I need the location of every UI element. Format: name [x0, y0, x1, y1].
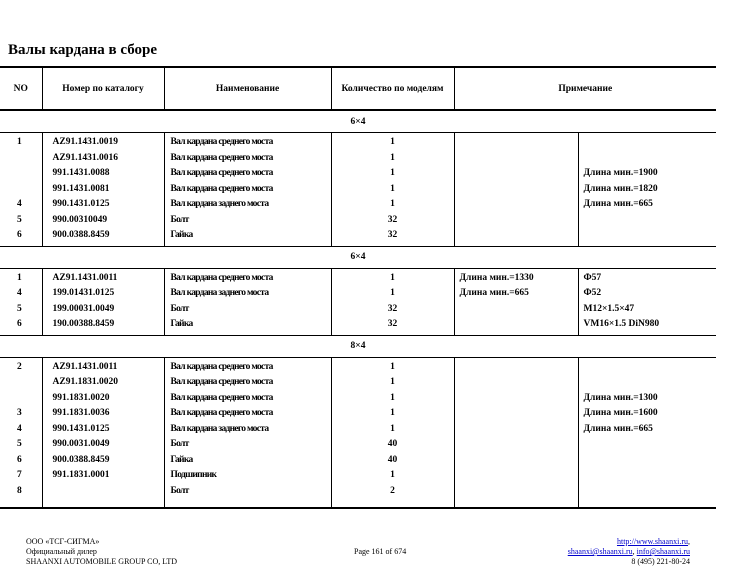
part-number-index-cell — [0, 133, 42, 247]
part-name: Вал кардана среднего моста — [170, 377, 273, 387]
quantity-cell — [331, 357, 454, 508]
section-label: 6×4 — [0, 110, 716, 133]
quantity: 32 — [387, 230, 398, 240]
catalog-number: 991.1831.0001 — [52, 470, 110, 480]
catalog-number-cell — [42, 268, 164, 335]
quantity: 1 — [390, 470, 395, 480]
note-spec — [579, 135, 717, 151]
quantity: 1 — [390, 272, 395, 283]
note-spec-cell — [578, 268, 716, 335]
part-name: Подшипник — [170, 470, 217, 480]
part-name: Вал кардана среднего моста — [170, 392, 273, 403]
note-spec — [579, 468, 717, 484]
catalog-number: 990.1431.0125 — [52, 423, 110, 434]
part-number-index: 4 — [17, 288, 22, 298]
note-length-cell — [454, 268, 578, 335]
section-header-row — [0, 110, 716, 133]
quantity: 40 — [387, 439, 398, 449]
note-spec — [579, 484, 717, 500]
page-title: Валы кардана в сборе — [8, 42, 158, 58]
header-qty: Количество по моделям — [331, 68, 454, 110]
section-header-row — [0, 246, 716, 268]
footer-contacts — [568, 537, 690, 567]
note-length — [455, 484, 578, 500]
quantity: 1 — [390, 361, 395, 372]
note-spec — [579, 453, 717, 469]
part-name: Болт — [170, 485, 189, 496]
part-name: Вал кардана среднего моста — [170, 152, 273, 163]
part-name: Вал кардана среднего моста — [170, 361, 273, 372]
footer-group: SHAANXI AUTOMOBILE GROUP CO, LTD — [26, 557, 178, 566]
note-spec: Длина мин.=1300 — [583, 392, 658, 403]
part-name-cell — [164, 268, 331, 335]
website-link[interactable]: http://www.shaanxi.ru — [616, 537, 688, 546]
catalog-number: 900.0388.8459 — [52, 454, 110, 465]
part-name: Вал кардана среднего моста — [170, 183, 273, 194]
quantity: 1 — [390, 377, 395, 387]
note-spec: Ф57 — [583, 272, 602, 283]
quantity: 1 — [390, 199, 395, 209]
table-row — [0, 133, 716, 247]
part-number-index-cell — [0, 268, 42, 335]
catalog-number-cell — [42, 133, 164, 247]
part-name: Болт — [170, 439, 189, 449]
catalog-number: 990.00310049 — [52, 214, 108, 225]
part-number-index: 4 — [17, 199, 22, 209]
note-length — [455, 453, 578, 469]
note-spec — [579, 437, 717, 453]
part-name: Вал кардана заднего моста — [170, 423, 269, 434]
part-number-index: 4 — [17, 423, 22, 434]
table-row — [0, 268, 716, 335]
footer-phone: 8 (495) 221-80-24 — [631, 557, 690, 566]
email-link-info[interactable]: info@shaanxi.ru — [636, 547, 690, 556]
quantity: 40 — [387, 454, 398, 465]
part-number-index: 2 — [17, 361, 22, 372]
catalog-number: 991.1431.0081 — [52, 183, 110, 194]
part-name: Вал кардана заднего моста — [170, 199, 269, 209]
note-length-cell — [454, 357, 578, 508]
header-no: NO — [0, 68, 42, 110]
catalog-number: 990.1431.0125 — [52, 199, 110, 209]
part-number-index: 3 — [17, 408, 22, 418]
part-name-cell — [164, 133, 331, 247]
note-length — [455, 213, 578, 229]
part-number-index — [0, 391, 42, 407]
note-spec — [579, 151, 717, 167]
note-length — [455, 406, 578, 422]
note-length — [455, 317, 578, 333]
part-number-index — [0, 182, 42, 198]
note-length — [455, 375, 578, 391]
note-spec-cell — [578, 357, 716, 508]
part-name-cell — [164, 357, 331, 508]
note-length — [455, 135, 578, 151]
catalog-number: 991.1831.0020 — [52, 392, 110, 403]
footer-dealer: Официальный дилер — [26, 547, 97, 556]
catalog-number: AZ91.1431.0011 — [52, 361, 118, 372]
note-spec: M12×1.5×47 — [583, 303, 635, 314]
note-spec: Длина мин.=1900 — [583, 168, 658, 178]
note-spec — [579, 213, 717, 229]
catalog-number: 991.1431.0088 — [52, 168, 110, 178]
part-number-index: 1 — [17, 272, 22, 283]
part-name: Болт — [170, 303, 189, 314]
catalog-number: 199.00031.0049 — [52, 303, 115, 314]
quantity: 2 — [390, 485, 395, 496]
note-length — [455, 437, 578, 453]
part-number-index — [0, 375, 42, 391]
part-name: Вал кардана среднего моста — [170, 168, 273, 178]
part-number-index: 1 — [17, 137, 22, 147]
quantity: 32 — [387, 319, 398, 329]
catalog-number: 199.01431.0125 — [52, 288, 115, 298]
note-spec: Длина мин.=1600 — [583, 408, 658, 418]
part-name: Болт — [170, 214, 189, 225]
note-length — [455, 166, 578, 182]
note-spec: Длина мин.=1820 — [583, 183, 658, 194]
note-length — [455, 391, 578, 407]
part-number-index-cell — [0, 357, 42, 508]
catalog-number — [43, 484, 164, 500]
part-number-index: 8 — [17, 485, 22, 496]
note-length: Длина мин.=1330 — [459, 272, 534, 283]
page-number: Page 161 of 674 — [354, 547, 407, 556]
part-number-index: 7 — [17, 470, 22, 480]
note-length — [455, 360, 578, 376]
part-name: Гайка — [170, 319, 193, 329]
catalog-number: AZ91.1431.0019 — [52, 137, 118, 147]
header-name: Наименование — [164, 68, 331, 110]
quantity: 32 — [387, 303, 398, 314]
catalog-number: 900.0388.8459 — [52, 230, 110, 240]
parts-table — [0, 68, 716, 509]
part-number-index: 5 — [17, 303, 22, 314]
note-length — [455, 197, 578, 213]
email-separator: , — [632, 547, 637, 556]
catalog-number: 990.0031.0049 — [52, 439, 110, 449]
catalog-number-cell — [42, 357, 164, 508]
part-number-index: 5 — [17, 439, 22, 449]
catalog-number: AZ91.1831.0020 — [52, 377, 118, 387]
catalog-number: 991.1831.0036 — [52, 408, 110, 418]
part-number-index: 6 — [17, 230, 22, 240]
note-length — [455, 151, 578, 167]
part-number-index — [0, 166, 42, 182]
quantity: 32 — [387, 214, 398, 225]
note-length — [455, 302, 578, 318]
quantity: 1 — [390, 408, 395, 418]
note-spec — [579, 360, 717, 376]
part-name: Вал кардана среднего моста — [170, 137, 273, 147]
note-spec: Длина мин.=665 — [583, 199, 653, 209]
quantity: 1 — [390, 137, 395, 147]
part-name: Вал кардана среднего моста — [170, 408, 273, 418]
quantity: 1 — [390, 183, 395, 194]
quantity-cell — [331, 133, 454, 247]
footer-company — [26, 537, 177, 567]
catalog-number: AZ91.1431.0011 — [52, 272, 118, 283]
note-length — [455, 422, 578, 438]
catalog-number: 190.00388.8459 — [52, 319, 115, 329]
header-note: Примечание — [454, 68, 716, 110]
table-header-row — [0, 68, 716, 110]
quantity: 1 — [390, 288, 395, 298]
section-label: 6×4 — [0, 246, 716, 268]
url-comma: , — [688, 537, 690, 546]
note-length — [455, 468, 578, 484]
note-length — [455, 228, 578, 244]
part-number-index: 6 — [17, 454, 22, 465]
quantity: 1 — [390, 423, 395, 434]
catalog-number: AZ91.1431.0016 — [52, 152, 118, 163]
part-number-index: 5 — [17, 214, 22, 225]
part-name: Гайка — [170, 454, 193, 465]
quantity: 1 — [390, 152, 395, 163]
part-number-index: 6 — [17, 319, 22, 329]
part-name: Вал кардана заднего моста — [170, 288, 269, 298]
footer-company-name: ООО «ТСГ-СИГМА» — [26, 537, 100, 546]
quantity: 1 — [390, 168, 395, 178]
section-label: 8×4 — [0, 335, 716, 357]
email-link-shaanxi[interactable]: shaanxi@shaanxi.ru — [567, 547, 633, 556]
note-spec — [579, 228, 717, 244]
quantity: 1 — [390, 392, 395, 403]
note-spec: Ф52 — [583, 288, 602, 298]
note-spec-cell — [578, 133, 716, 247]
note-length-cell — [454, 133, 578, 247]
section-header-row — [0, 335, 716, 357]
note-spec: VM16×1.5 DiN980 — [583, 319, 660, 329]
quantity-cell — [331, 268, 454, 335]
note-length: Длина мин.=665 — [459, 288, 529, 298]
part-name: Вал кардана среднего моста — [170, 272, 273, 283]
note-length — [455, 182, 578, 198]
note-spec: Длина мин.=665 — [583, 423, 653, 434]
table-row — [0, 357, 716, 508]
header-catalog: Номер по каталогу — [42, 68, 164, 110]
part-name: Гайка — [170, 230, 193, 240]
part-number-index — [0, 151, 42, 167]
note-spec — [579, 375, 717, 391]
